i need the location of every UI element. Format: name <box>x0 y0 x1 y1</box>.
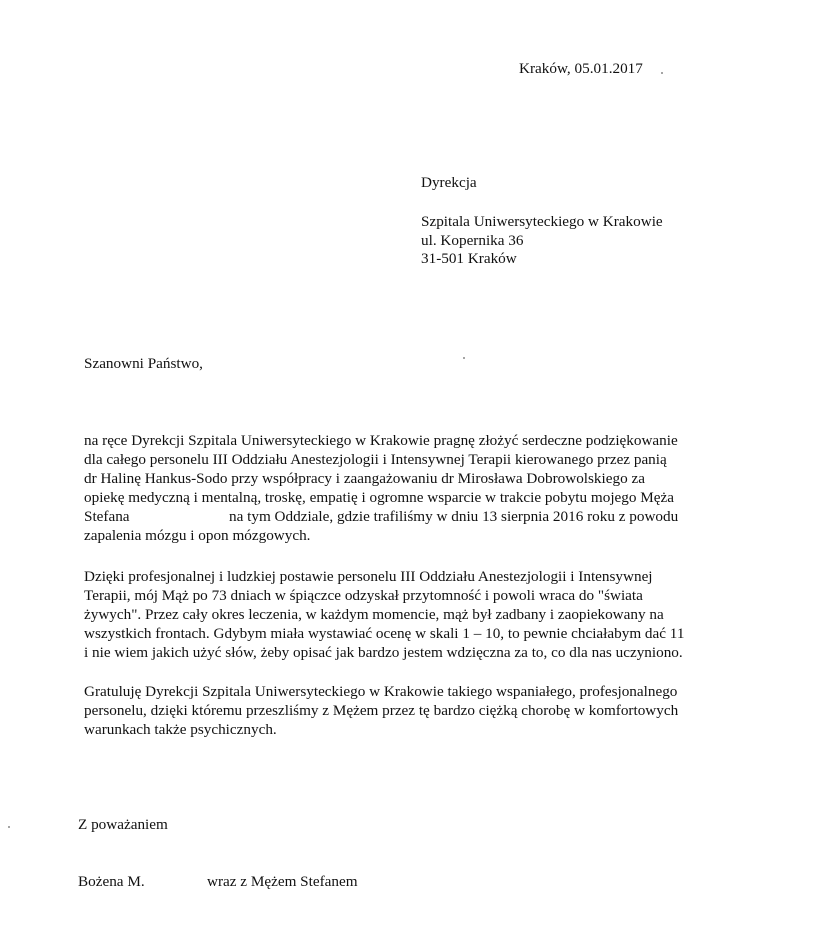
p1-line-5b: na tym Oddziale, gdzie trafiliśmy w dniu 13 sierpnia 2016 roku z powodu <box>229 508 679 525</box>
recipient-line-3: ul. Kopernika 36 <box>421 232 524 249</box>
p2-line-1: Dzięki profesjonalnej i ludzkiej postawie personelu III Oddziału Anestezjologii i Intensywnej <box>84 568 653 585</box>
recipient-line-1: Dyrekcja <box>421 174 477 191</box>
recipient-line-2: Szpitala Uniwersyteckiego w Krakowie <box>421 213 663 230</box>
salutation: Szanowni Państwo, <box>84 355 203 372</box>
p2-line-4: wszystkich frontach. Gdybym miała wystawiać ocenę w skali 1 – 10, to pewnie chciałabym dać 11 <box>84 625 685 642</box>
p1-line-6: zapalenia mózgu i opon mózgowych. <box>84 527 311 544</box>
p3-line-2: personelu, dzięki któremu przeszliśmy z Mężem przez tę bardzo ciężką chorobę w komfortowych <box>84 702 679 719</box>
closing: Z poważaniem <box>78 816 168 833</box>
p2-line-2: Terapii, mój Mąż po 73 dniach w śpiączce odzyskał przytomność i powoli wraca do "świata <box>84 587 643 604</box>
p1-line-5a: Stefana <box>84 508 130 525</box>
p3-line-1: Gratuluję Dyrekcji Szpitala Uniwersyteckiego w Krakowie takiego wspaniałego, profesjonalnego <box>84 683 678 700</box>
p3-line-3: warunkach także psychicznych. <box>84 721 277 738</box>
scan-speck <box>661 72 663 74</box>
scan-speck <box>463 357 465 359</box>
p2-line-5: i nie wiem jakich użyć słów, żeby opisać jak bardzo jestem wdzięczna za to, co dla nas uczyniono. <box>84 644 683 661</box>
signature-rest: wraz z Mężem Stefanem <box>207 873 358 890</box>
letter-date: Kraków, 05.01.2017 <box>519 60 643 77</box>
signature-name: Bożena M. <box>78 873 145 890</box>
scan-speck <box>8 826 10 828</box>
p2-line-3: żywych". Przez cały okres leczenia, w każdym momencie, mąż był zadbany i zaopiekowany na <box>84 606 664 623</box>
p1-line-2: dla całego personelu III Oddziału Anestezjologii i Intensywnej Terapii kierowanego przez panią <box>84 451 667 468</box>
recipient-line-4: 31-501 Kraków <box>421 250 517 267</box>
p1-line-4: opiekę medyczną i mentalną, troskę, empatię i ogromne wsparcie w trakcie pobytu mojego Męża <box>84 489 674 506</box>
p1-line-3: dr Halinę Hankus-Sodo przy współpracy i zaangażowaniu dr Mirosława Dobrowolskiego za <box>84 470 645 487</box>
p1-line-1: na ręce Dyrekcji Szpitala Uniwersyteckiego w Krakowie pragnę złożyć serdeczne podziękowanie <box>84 432 678 449</box>
